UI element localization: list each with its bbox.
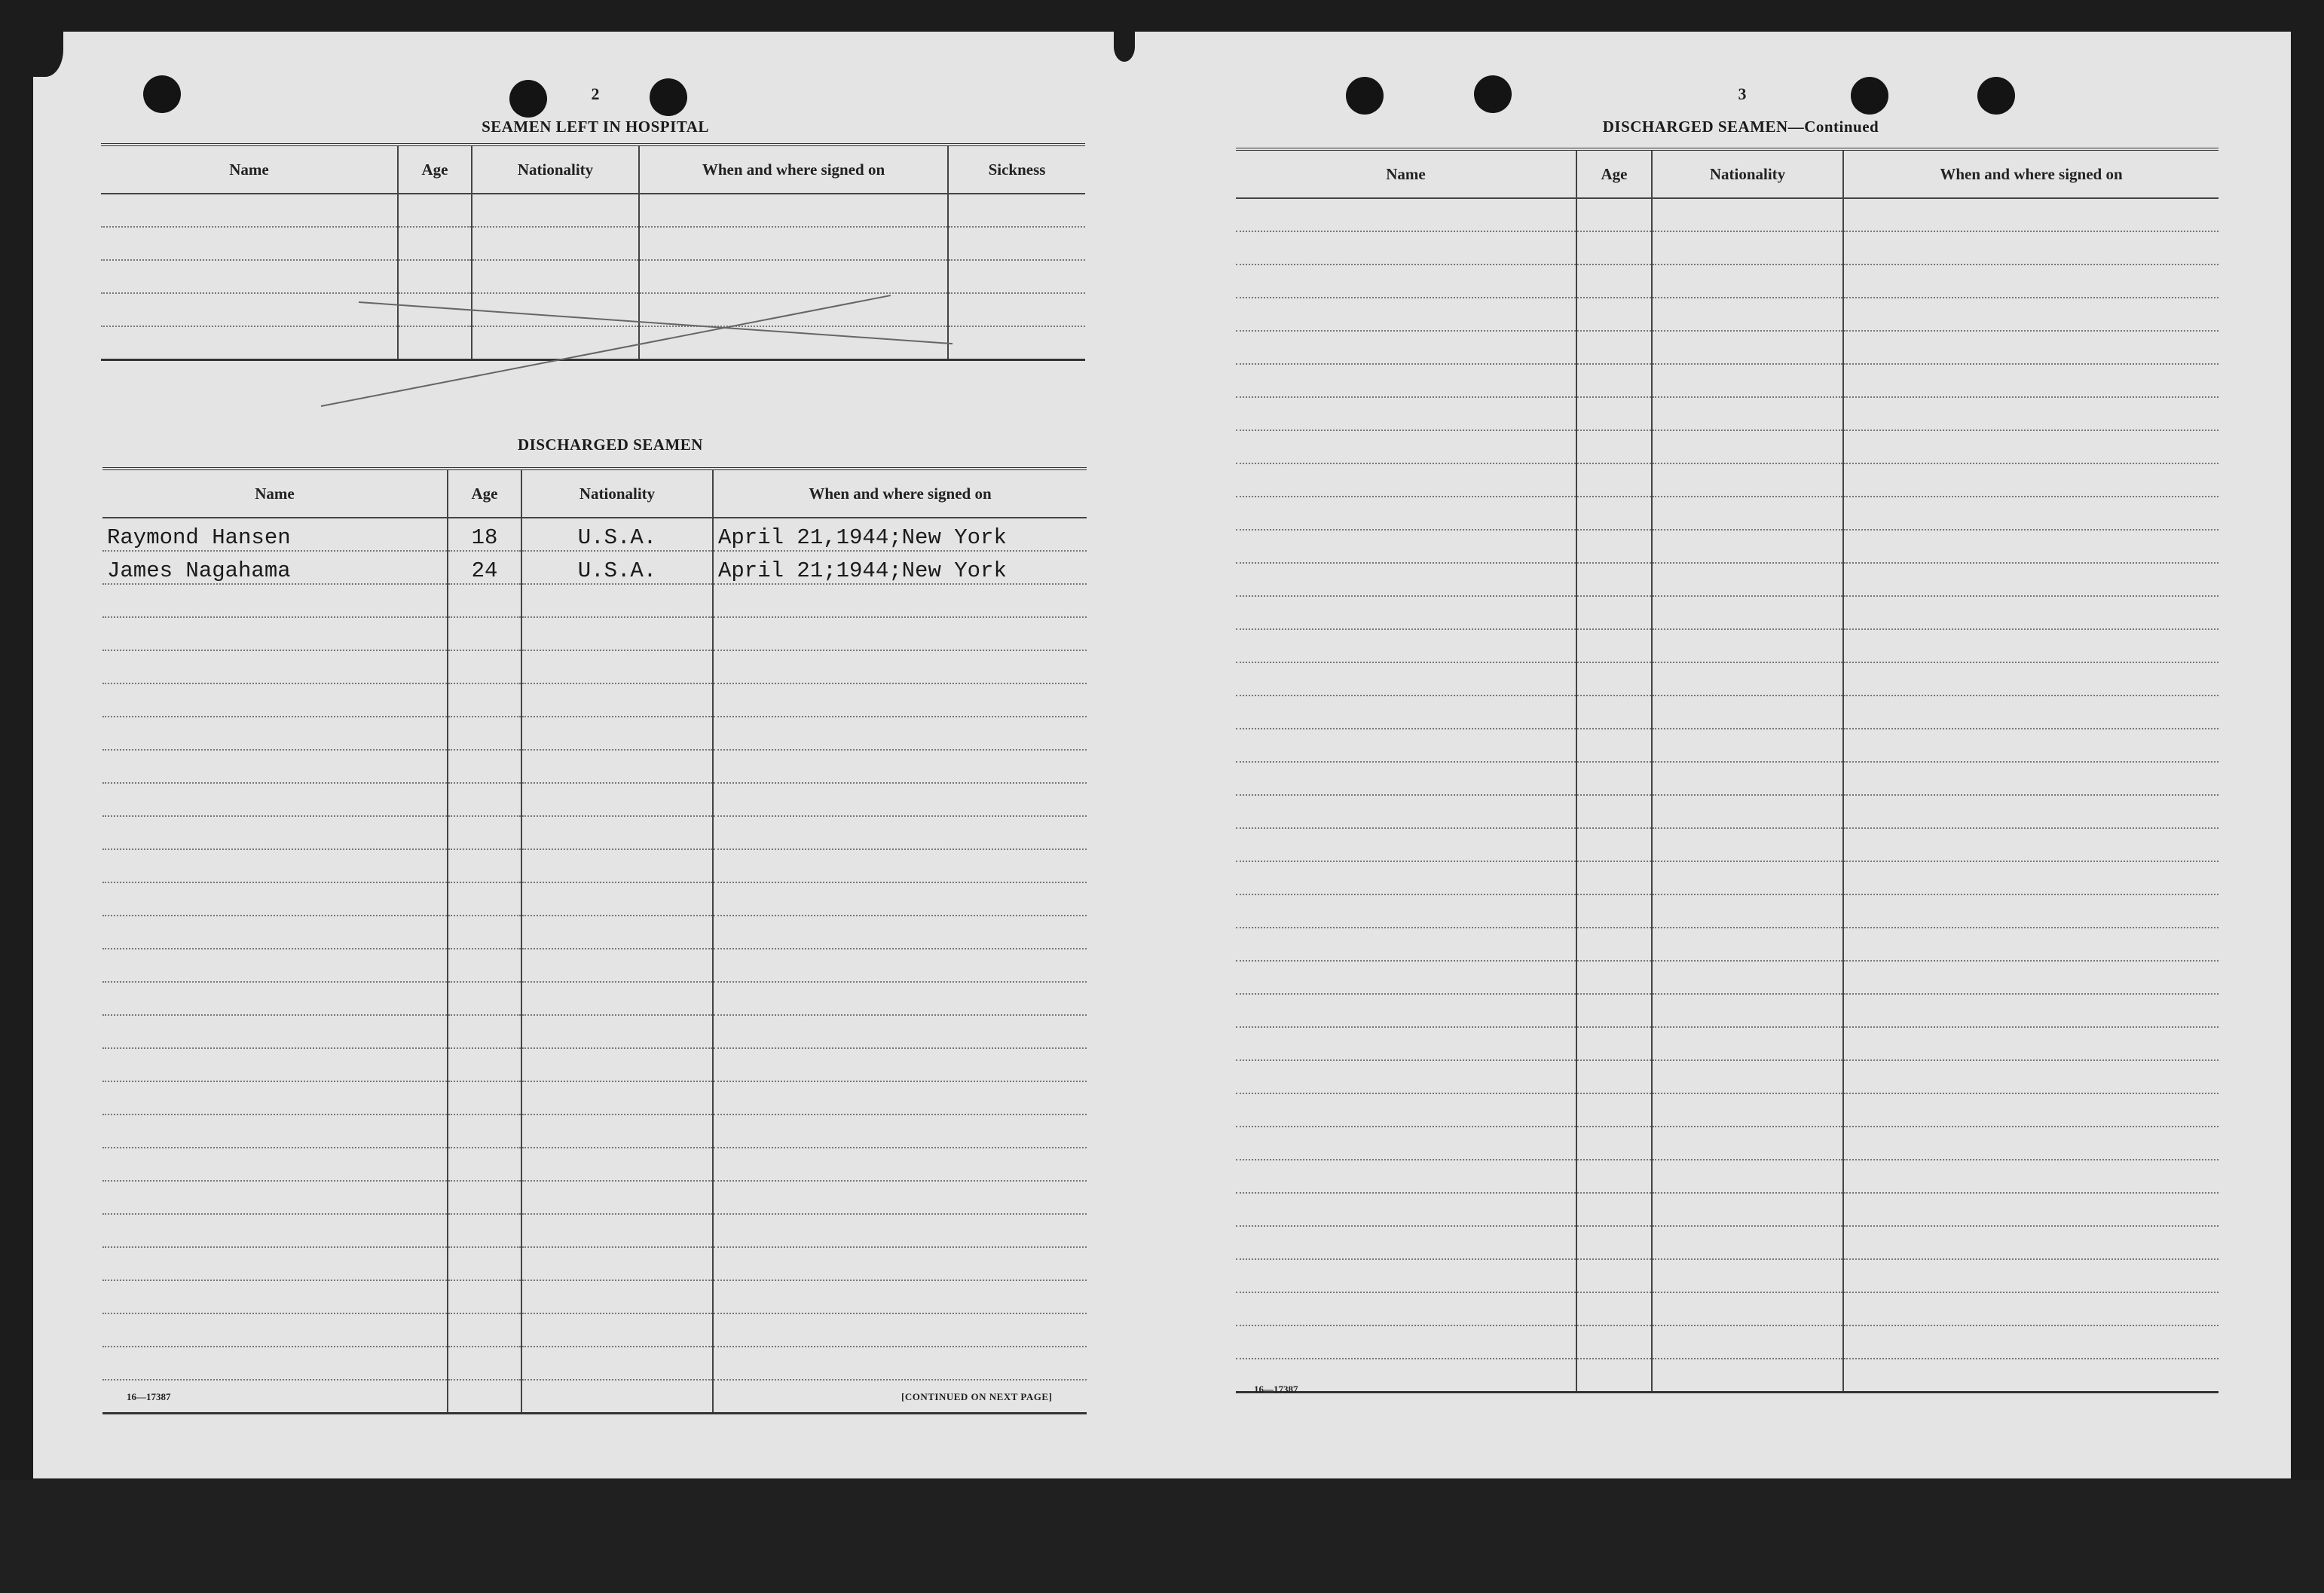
seaman-signed-on: April 21;1944;New York [713,551,1087,584]
form-number: 16—17387 [127,1391,171,1402]
column-header-signed-on: When and where signed on [1843,149,2219,198]
table-row [102,1214,1087,1247]
punch-hole [1977,77,2015,115]
table-row [1236,795,2219,828]
seaman-age: 18 [448,518,521,551]
discharged-table [102,467,1087,1414]
table-row [1236,696,2219,729]
table-row [102,816,1087,849]
table-row [1236,231,2219,264]
table-row [102,617,1087,650]
table-row [1236,530,2219,563]
table-row [1236,397,2219,430]
punch-hole [1474,75,1512,113]
table-row [101,227,1085,260]
table-row [102,1048,1087,1081]
table-row [102,882,1087,916]
table-row [102,1015,1087,1048]
table-row [102,1280,1087,1313]
table-header-row [101,145,1085,194]
table-row [102,949,1087,982]
table-row [102,1148,1087,1181]
table-row [1236,364,2219,397]
table-row [102,1081,1087,1114]
column-header-name: Name [1236,149,1576,198]
table-row [102,717,1087,750]
table-row [1236,1060,2219,1093]
table-row [1236,1027,2219,1060]
seaman-nationality: U.S.A. [521,518,713,551]
page-number: 2 [591,84,600,103]
table-row [102,683,1087,717]
seaman-age: 24 [448,551,521,584]
scan-background [0,1480,2324,1593]
column-header-age: Age [398,145,472,194]
column-header-nationality: Nationality [472,145,639,194]
seaman-nationality: U.S.A. [521,551,713,584]
seaman-name: James Nagahama [102,551,448,584]
table-row [1236,596,2219,629]
table-row [1236,894,2219,928]
table-row [102,1313,1087,1347]
column-header-sickness: Sickness [948,145,1085,194]
column-header-age: Age [1576,149,1652,198]
column-header-name: Name [101,145,398,194]
table-row [1236,1127,2219,1160]
torn-edge-mark [1114,32,1135,62]
continued-note: [CONTINUED ON NEXT PAGE] [901,1391,1053,1402]
table-row [1236,1292,2219,1325]
table-row [101,194,1085,227]
table-row [1236,861,2219,894]
table-row [1236,729,2219,762]
column-header-nationality: Nationality [1652,149,1843,198]
table-row [102,1247,1087,1280]
discharged-continued-table [1236,148,2219,1393]
table-row [1236,1226,2219,1259]
table-row [102,750,1087,783]
seaman-signed-on: April 21,1944;New York [713,518,1087,551]
table-row [101,260,1085,293]
table-row [1236,463,2219,497]
column-header-signed-on: When and where signed on [639,145,948,194]
table-row [1236,1259,2219,1292]
column-header-name: Name [102,469,448,518]
table-row [1236,961,2219,994]
table-row [1236,563,2219,596]
table-row [102,1181,1087,1214]
table-row [102,982,1087,1015]
table-row [102,1114,1087,1148]
punch-hole [650,78,687,116]
column-header-age: Age [448,469,521,518]
table-row [1236,828,2219,861]
table-row [1236,298,2219,331]
table-row [1236,928,2219,961]
table-row [1236,662,2219,696]
punch-hole [1346,77,1384,115]
table-row [102,551,1087,584]
column-header-nationality: Nationality [521,469,713,518]
table-header-row [1236,149,2219,198]
punch-hole [509,80,547,118]
seaman-name: Raymond Hansen [102,518,448,551]
table-row [1236,497,2219,530]
discharged-continued-title: DISCHARGED SEAMEN—Continued [1602,118,1879,136]
discharged-section-title: DISCHARGED SEAMEN [518,436,703,454]
table-row [102,849,1087,882]
table-row [102,916,1087,949]
table-row [102,783,1087,816]
table-row [1236,1359,2219,1393]
punch-hole [143,75,181,113]
table-row [1236,994,2219,1027]
table-row [1236,1193,2219,1226]
table-row [1236,1325,2219,1359]
table-row [102,584,1087,617]
table-row [102,518,1087,551]
table-row [101,293,1085,326]
form-number: 16—17387 [1254,1384,1298,1395]
punch-hole [1851,77,1888,115]
table-row [1236,430,2219,463]
page-number: 3 [1738,84,1747,103]
table-row [1236,1160,2219,1193]
table-row [1236,331,2219,364]
hospital-section-title: SEAMEN LEFT IN HOSPITAL [482,118,709,136]
table-row [1236,762,2219,795]
table-row [1236,1093,2219,1127]
table-header-row [102,469,1087,518]
table-row [102,650,1087,683]
table-row [102,1347,1087,1380]
column-header-signed-on: When and where signed on [713,469,1087,518]
hospital-table [101,143,1085,361]
table-row [1236,264,2219,298]
table-row [1236,629,2219,662]
table-row [1236,198,2219,231]
